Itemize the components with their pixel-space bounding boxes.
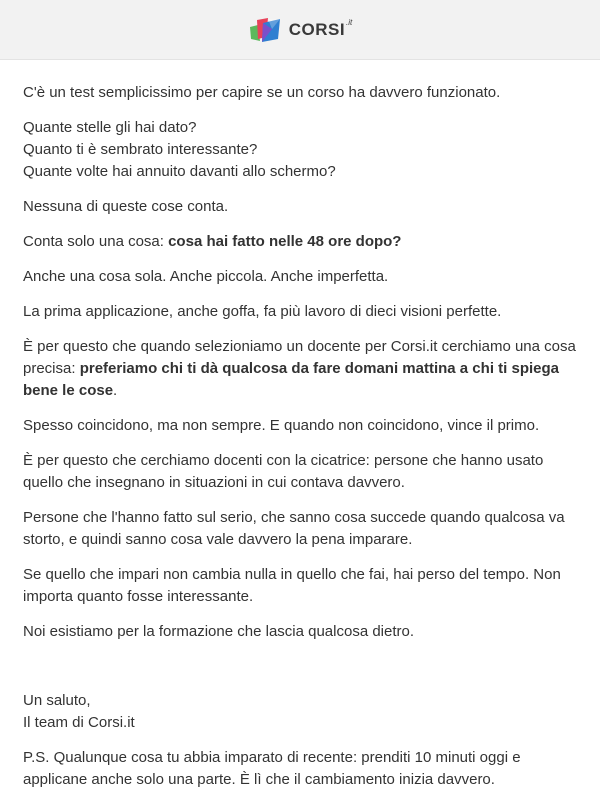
paragraph-scar: È per questo che cerchiamo docenti con la cicatrice: persone che hanno usato quello che insegnano in situazioni in cui contava davvero. xyxy=(23,452,544,491)
signoff-team: Il team di Corsi.it xyxy=(23,714,135,731)
teacher-selection-lead: È per questo che quando selezioniamo un docente per Corsi.it cerchiamo una cosa precisa: xyxy=(23,338,576,377)
paragraph-teacher-selection xyxy=(23,336,577,402)
email-body xyxy=(0,60,600,791)
question-nodding: Quante volte hai annuito davanti allo schermo? xyxy=(23,163,336,180)
signoff xyxy=(23,690,577,734)
postscript: P.S. Qualunque cosa tu abbia imparato di recente: prenditi 10 minuti oggi e applicane anche solo una parte. È lì che il cambiamento inizia davvero. xyxy=(23,749,521,788)
paragraph-none-counts: Nessuna di queste cose conta. xyxy=(23,198,229,215)
question-stars: Quante stelle gli hai dato? xyxy=(23,119,197,136)
teacher-selection-bold: preferiamo chi ti dà qualcosa da fare domani mattina a chi ti spiega bene le cose xyxy=(23,360,559,399)
paragraph-only-one-thing xyxy=(23,231,577,253)
paragraph-even-one: Anche una cosa sola. Anche piccola. Anche imperfetta. xyxy=(23,268,389,285)
only-one-thing-bold: cosa hai fatto nelle 48 ore dopo? xyxy=(168,233,402,250)
corsi-logo-link[interactable] xyxy=(248,17,353,43)
paragraph-intro: C'è un test semplicissimo per capire se un corso ha davvero funzionato. xyxy=(23,84,501,101)
paragraph-questions xyxy=(23,117,577,183)
corsi-logo-icon xyxy=(248,17,284,43)
paragraph-wasted-time: Se quello che impari non cambia nulla in quello che fai, hai perso del tempo. Non importa quanto fosse interessante. xyxy=(23,566,561,605)
paragraph-mission: Noi esistiamo per la formazione che lascia qualcosa dietro. xyxy=(23,623,415,640)
brand-tld: .it xyxy=(346,17,353,27)
paragraph-for-real: Persone che l'hanno fatto sul serio, che sanno cosa succede quando qualcosa va storto, e quindi sanno cosa vale davvero la pena imparare. xyxy=(23,509,565,548)
signoff-greeting: Un saluto, xyxy=(23,692,91,709)
brand-name: CORSI xyxy=(288,19,346,39)
teacher-selection-end: . xyxy=(113,382,118,399)
question-interesting: Quanto ti è sembrato interessante? xyxy=(23,141,258,158)
email-header xyxy=(0,0,600,60)
paragraph-first-application: La prima applicazione, anche goffa, fa più lavoro di dieci visioni perfette. xyxy=(23,303,502,320)
only-one-thing-lead: Conta solo una cosa: xyxy=(23,233,169,250)
paragraph-coincide: Spesso coincidono, ma non sempre. E quando non coincidono, vince il primo. xyxy=(23,417,540,434)
